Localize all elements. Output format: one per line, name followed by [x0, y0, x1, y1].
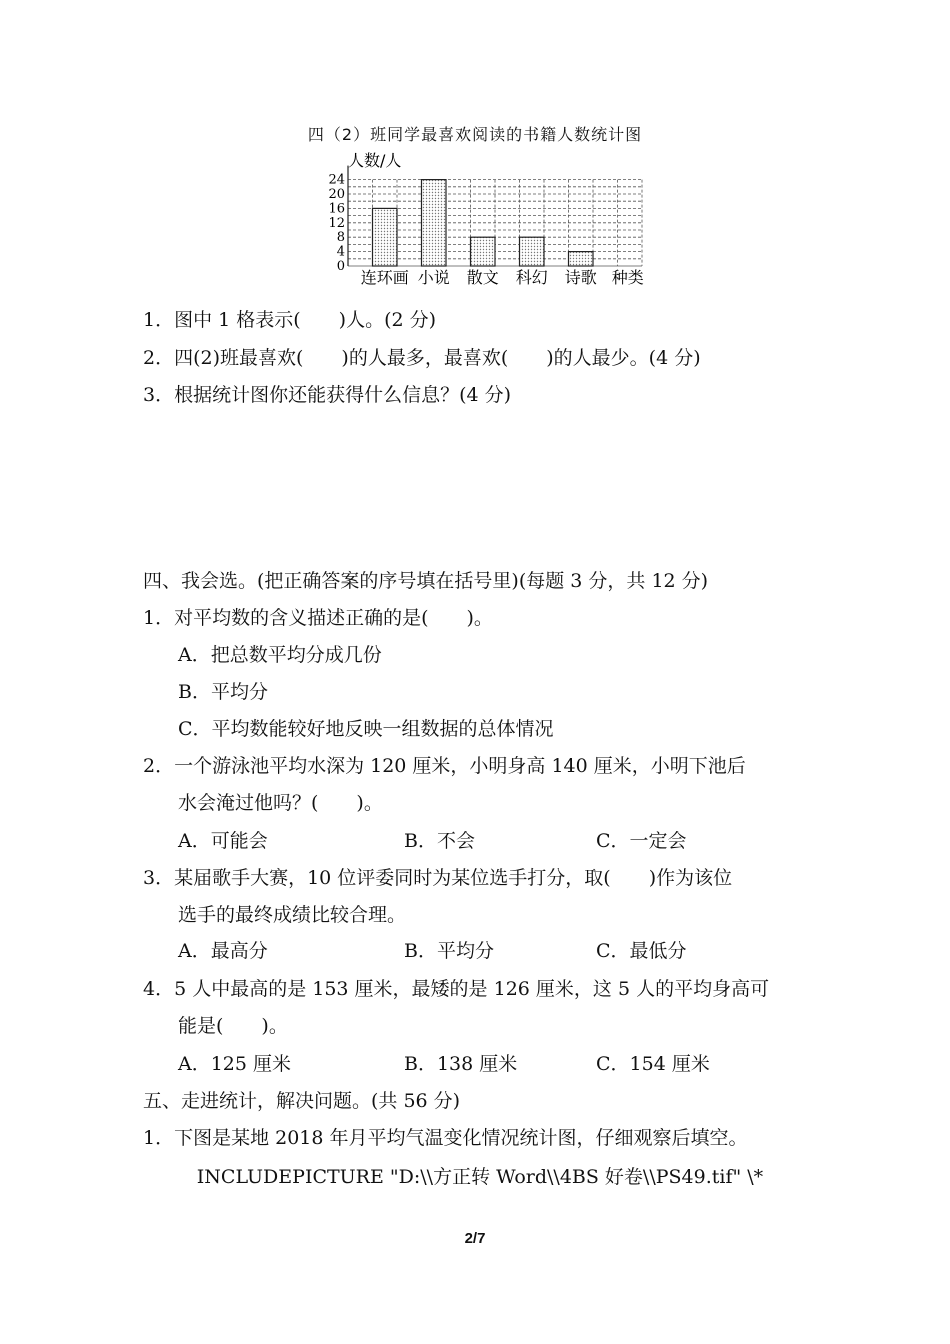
page-number: 2/7 [464, 1230, 486, 1247]
option-4-1-c: C．平均数能较好地反映一组数据的总体情况 [178, 718, 554, 740]
question-3-1: 1．图中 1 格表示( )人。(2 分) [143, 309, 437, 331]
option-4-4-b: B．138 厘米 [404, 1053, 518, 1075]
y-tick-label: 20 [328, 187, 345, 202]
y-tick-label: 24 [328, 172, 345, 188]
category-label-4: 诗歌 [564, 268, 597, 287]
include-picture-field: INCLUDEPICTURE "D:\\方正转 Word\\4BS 好卷\\PS49.tif" \* [196, 1166, 764, 1188]
y-tick-label: 0 [336, 259, 345, 274]
option-4-3-b: B．平均分 [404, 940, 494, 962]
question-4-2-line1: 2．一个游泳池平均水深为 120 厘米，小明身高 140 厘米，小明下池后 [143, 755, 746, 777]
section-5-heading: 五、走进统计，解决问题。(共 56 分) [143, 1090, 461, 1112]
option-4-4-c: C．154 厘米 [596, 1053, 710, 1075]
question-4-2-line2: 水会淹过他吗？( )。 [178, 792, 383, 814]
question-3-2: 2．四(2)班最喜欢( )的人最多，最喜欢( )的人最少。(4 分) [143, 347, 701, 369]
bar-chart [320, 146, 660, 288]
category-label-1: 小说 [417, 268, 450, 287]
option-4-2-c: C．一定会 [596, 830, 687, 852]
bar-3 [520, 237, 545, 266]
bar-2 [471, 237, 496, 266]
question-4-3-line2: 选手的最终成绩比较合理。 [178, 904, 407, 926]
question-4-4-line2: 能是( )。 [178, 1015, 288, 1037]
y-tick-label: 8 [336, 230, 345, 246]
x-axis-label: 种类 [611, 268, 644, 287]
option-4-2-a: A．可能会 [178, 830, 268, 852]
option-4-4-a: A．125 厘米 [178, 1053, 292, 1075]
option-4-1-b: B．平均分 [178, 681, 268, 703]
option-4-2-b: B．不会 [404, 830, 475, 852]
question-4-4-line1: 4．5 人中最高的是 153 厘米，最矮的是 126 厘米，这 5 人的平均身高可 [143, 978, 770, 1000]
category-label-0: 连环画 [360, 268, 409, 287]
category-label-2: 散文 [466, 268, 499, 287]
option-4-1-a: A．把总数平均分成几份 [178, 644, 382, 666]
question-5-1: 1．下图是某地 2018 年月平均气温变化情况统计图，仔细观察后填空。 [143, 1127, 748, 1149]
bar-1 [422, 180, 447, 266]
section-4-heading: 四、我会选。(把正确答案的序号填在括号里)(每题 3 分，共 12 分) [143, 570, 709, 592]
question-3-3: 3．根据统计图你还能获得什么信息？(4 分) [143, 384, 512, 406]
y-axis-label: 人数/人 [348, 151, 402, 170]
y-tick-label: 12 [328, 215, 345, 231]
option-4-3-a: A．最高分 [178, 940, 268, 962]
bar-4 [569, 252, 594, 266]
bar-0 [373, 208, 398, 266]
question-4-3-line1: 3．某届歌手大赛，10 位评委同时为某位选手打分，取( )作为该位 [143, 867, 733, 889]
y-tick-label: 16 [328, 201, 345, 217]
option-4-3-c: C．最低分 [596, 940, 687, 962]
category-label-3: 科幻 [515, 268, 548, 287]
y-tick-label: 4 [336, 244, 345, 260]
chart-title: 四（2）班同学最喜欢阅读的书籍人数统计图 [307, 125, 643, 144]
question-4-1: 1．对平均数的含义描述正确的是( )。 [143, 607, 493, 629]
